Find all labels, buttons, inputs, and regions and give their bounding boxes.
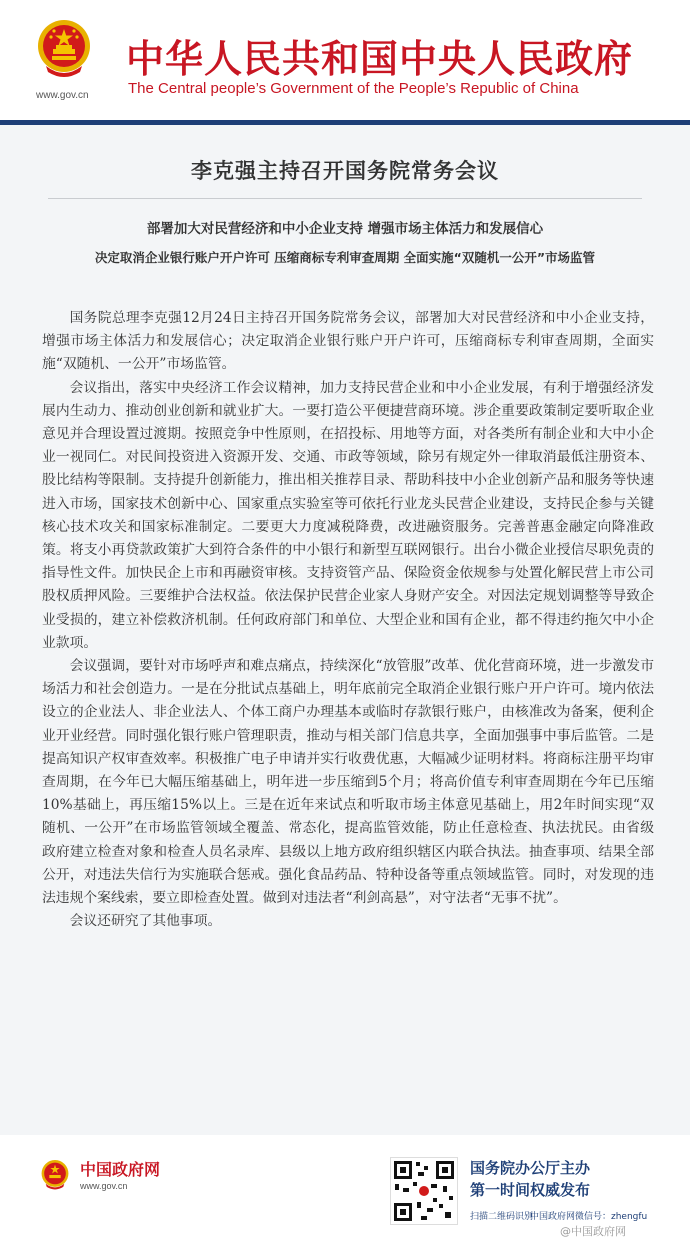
article-subtitle-1: 部署加大对民营经济和中小企业支持 增强市场主体活力和发展信心 [146,221,544,237]
footer-scan-hint: 扫描二维码识别 [470,1212,534,1222]
article-subtitle-2: 决定取消企业银行账户开户许可 压缩商标专利审查周期 全面实施“双随机一公开”市场监管 [94,250,596,265]
article-paragraph: 会议强调，要针对市场呼声和难点痛点，持续深化“放管服”改革、优化营商环境，进一步激发市场活力和社会创造力。一是在分批试点基础上，明年底前完全取消企业银行账户开户许可。境内依法设立的企业法人、非企业法人、个体工商户办理基本或临时存款银行账户，由核准改为备案，便利企业开业经营。同时强化银行账户管理职责，推动与相关部门信息共享，全面加强事中事后监管。二是提高知识产权审查效率。积极推广电子申请并实行收费优惠，大幅减少证明材料。将商标注册平均审查周期，在今年已大幅压缩基础上，明年进一步压缩到5个月；将高价值专利审查周期在今年已压缩10%基础上，再压缩15%以上。三是在近年来试点和听取市场主体意见基础上，用2年时间实现“双随机、一公开”在市场监管领域全覆盖、常态化，提高监管效能，防止任意检查、执法扰民。由省级政府建立检查对象和检查人员名录库、县级以上地方政府组织辖区内联合执法。抽查事项、结果全部公开，对违法失信行为实施联合惩戒。强化食品药品、特种设备等重点领域监管。同时，对发现的违法违规个案线索，要立即检查处置。做到对违法者“利剑高悬”，对守法者“无事不扰”。 [42,658,654,907]
article-paragraph: 会议指出，落实中央经济工作会议精神，加力支持民营企业和中小企业发展，有利于增强经济发展内生动力、推动创业创新和就业扩大。一要打造公平便捷营商环境。涉企重要政策制定要听取企业意见并合理设置过渡期。按照竞争中性原则，在招投标、用地等方面，对各类所有制企业和大中小企业一视同仁。对民间投资进入资源开发、交通、市政等领域，除另有规定外一律取消最低注册资本、股比结构等限制。支持提升创新能力，推出相关推荐目录、帮助科技中小企业创新产品和服务等快速进入市场，国家技术创新中心、国家重点实验室等可依托行业龙头民营企业建设，支持民企参与关键核心技术攻关和国家标准制定。二要更大力度减税降费，改进融资服务。完善普惠金融定向降准政策。将支小再贷款政策扩大到符合条件的中小银行和新型互联网银行。出台小微企业授信尽职免责的指导性文件。加快民企上市和再融资审核。支持资管产品、保险资金依规参与处置化解民营上市公司股权质押风险。三要维护合法权益。依法保护民营企业家人身财产安全。对因法定规划调整等导致企业受损的，建立补偿救济机制。任何政府部门和单位、大型企业和国有企业，都不得违约拖欠中小企业款项。 [42,379,654,651]
footer-site-url[interactable]: www.gov.cn [80,1181,128,1191]
article-paragraph: 国务院总理李克强12月24日主持召开国务院常务会议，部署加大对民营经济和中小企业支持，增强市场主体活力和发展信心；决定取消企业银行账户开户许可，压缩商标专利审查周期，全面实施“双随机、一公开”市场监管。 [42,310,654,373]
page-header [0,0,690,122]
footer-sponsor: 国务院办公厅主办 [470,1159,591,1177]
qr-code-icon[interactable] [390,1157,458,1225]
footer-site-name[interactable]: 中国政府网 [80,1160,161,1179]
site-title-cn: 中华人民共和国中央人民政府 [126,37,634,81]
weibo-watermark: @中国政府网 [560,1225,626,1238]
page-footer [0,1135,690,1245]
site-title-en: The Central people’s Government of the People’s Republic of China [128,80,579,97]
header-site-url[interactable]: www.gov.cn [36,90,89,101]
article-panel [0,125,690,1135]
national-emblem-icon [36,18,92,80]
footer-wechat-id: 中国政府网微信号：zhengfu [530,1212,648,1222]
article-title: 李克强主持召开国务院常务会议 [191,159,499,183]
footer-slogan: 第一时间权威发布 [470,1181,591,1199]
article-body [42,307,654,933]
article-paragraph: 会议还研究了其他事项。 [69,913,222,930]
title-divider [48,198,642,199]
footer-emblem-icon [40,1159,70,1191]
